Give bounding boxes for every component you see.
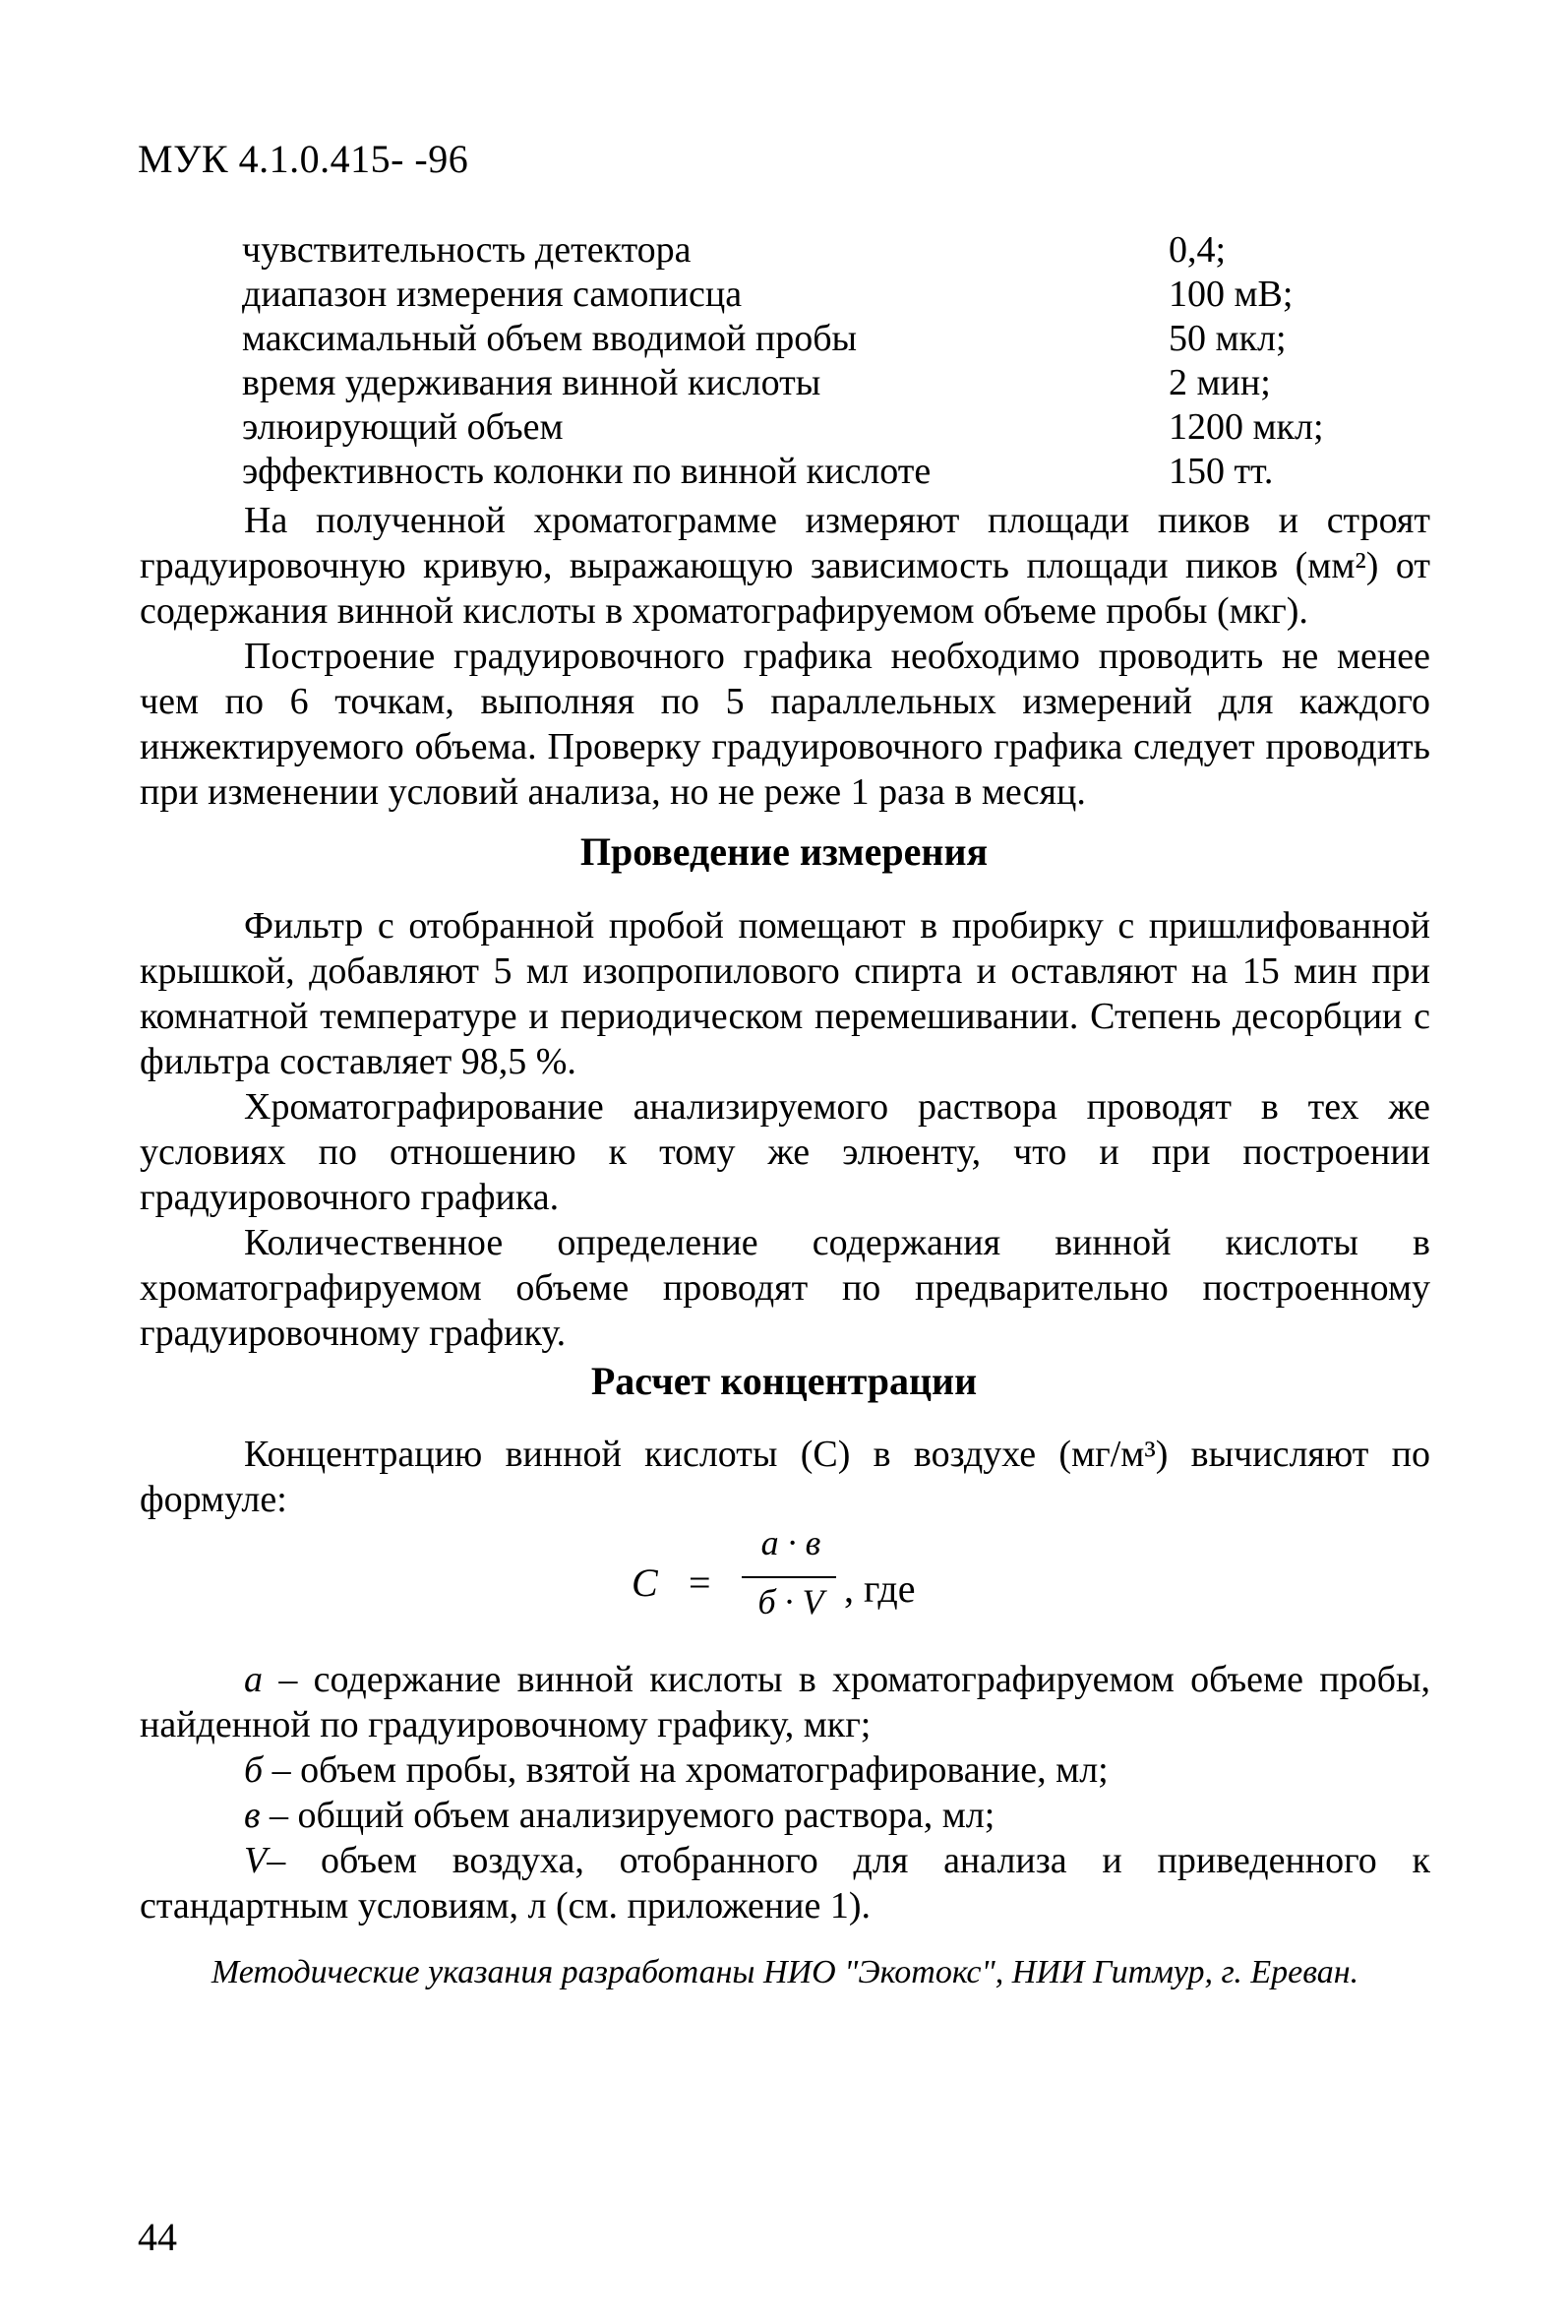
definition-item bbox=[140, 1747, 1430, 1793]
parameter-value: 50 мкл; bbox=[1169, 318, 1287, 359]
calibration-text bbox=[140, 498, 1430, 815]
formula-lhs: С bbox=[632, 1560, 658, 1605]
parameter-value: 0,4; bbox=[1169, 229, 1227, 271]
parameter-label: чувствительность детектора bbox=[242, 229, 692, 271]
definition-symbol: б bbox=[244, 1749, 264, 1791]
paragraph: Количественное определение содержания винной кислоты в хроматографируемом объеме проводят по предварительно построенному градуировочному графику. bbox=[140, 1222, 1430, 1354]
parameter-label: элюирующий объем bbox=[242, 406, 564, 448]
paragraph: На полученной хроматограмме измеряют площади пиков и строят градуировочную кривую, выражающую зависимость площади пиков (мм²) от содержания винной кислоты в хроматографируемом объеме пробы (мкг). bbox=[140, 500, 1430, 632]
parameter-row bbox=[242, 228, 1373, 273]
fraction-bar bbox=[742, 1576, 836, 1578]
section-heading-measurement: Проведение измерения bbox=[579, 829, 989, 874]
paragraph: Фильтр с отобранной пробой помещают в пробирку с пришлифованной крышкой, добавляют 5 мл изопропилового спирта и оставляют на 15 мин при комнатной температуре и периодическом перемешивании. Степень десорбции с фильтра составляет 98,5 %. bbox=[140, 905, 1430, 1082]
parameter-value: 1200 мкл; bbox=[1169, 406, 1324, 448]
definition-text: – содержание винной кислоты в хроматографируемом объеме пробы, найденной по градуировочному графику, мкг; bbox=[140, 1659, 1430, 1745]
parameter-row bbox=[242, 450, 1373, 494]
paragraph: Концентрацию винной кислоты (С) в воздухе (мг/м³) вычисляют по формуле: bbox=[140, 1434, 1430, 1520]
definition-text: – объем пробы, взятой на хроматографирование, мл; bbox=[263, 1749, 1109, 1791]
parameter-label: максимальный объем вводимой пробы bbox=[242, 318, 858, 359]
calculation-intro bbox=[140, 1432, 1430, 1522]
formula-numerator: а · в bbox=[760, 1523, 821, 1562]
parameter-label: диапазон измерения самописца bbox=[242, 274, 743, 315]
document-code-header: МУК 4.1.0.415- -96 bbox=[138, 137, 469, 181]
parameter-row bbox=[242, 405, 1373, 450]
variable-definitions bbox=[140, 1657, 1430, 1928]
parameter-value: 100 мВ; bbox=[1169, 274, 1294, 315]
definition-symbol: V bbox=[244, 1840, 268, 1881]
parameter-row bbox=[242, 361, 1373, 405]
paragraph: Построение градуировочного графика необходимо проводить не менее чем по 6 точкам, выполняя по 5 параллельных измерений для каждого инжектируемого объема. Проверку градуировочного графика следует проводить при изменении условий анализа, но не реже 1 раза в месяц. bbox=[140, 636, 1430, 813]
formula-denominator: б · V bbox=[757, 1582, 824, 1621]
parameter-label: эффективность колонки по винной кислоте bbox=[242, 451, 932, 492]
definition-item bbox=[140, 1657, 1430, 1747]
parameter-label: время удерживания винной кислоты bbox=[242, 362, 821, 403]
formula-equals: = bbox=[689, 1560, 711, 1605]
measurement-text bbox=[140, 903, 1430, 1356]
parameter-value: 2 мин; bbox=[1169, 362, 1271, 403]
credit-note: Методические указания разработаны НИО "Экотокс", НИИ Гитмур, г. Ереван. bbox=[211, 1954, 1359, 1990]
definition-symbol: а bbox=[244, 1659, 263, 1700]
formula-tail: , где bbox=[844, 1566, 916, 1611]
section-heading-calculation: Расчет концентрации bbox=[590, 1359, 978, 1403]
concentration-formula bbox=[632, 1523, 946, 1638]
definition-symbol: в bbox=[244, 1795, 261, 1836]
parameter-value: 150 тт. bbox=[1169, 451, 1274, 492]
definition-text: – общий объем анализируемого раствора, мл; bbox=[260, 1795, 995, 1836]
definition-item bbox=[140, 1838, 1430, 1928]
definition-item bbox=[140, 1793, 1430, 1838]
parameter-row bbox=[242, 273, 1373, 317]
parameter-list bbox=[242, 228, 1373, 494]
definition-text: – объем воздуха, отобранного для анализа и приведенного к стандартным условиям, л (см. приложение 1). bbox=[140, 1840, 1430, 1926]
paragraph: Хроматографирование анализируемого раствора проводят в тех же условиях по отношению к тому же элюенту, что и при построении градуировочного графика. bbox=[140, 1086, 1430, 1218]
page-number: 44 bbox=[138, 2215, 177, 2259]
parameter-row bbox=[242, 317, 1373, 361]
